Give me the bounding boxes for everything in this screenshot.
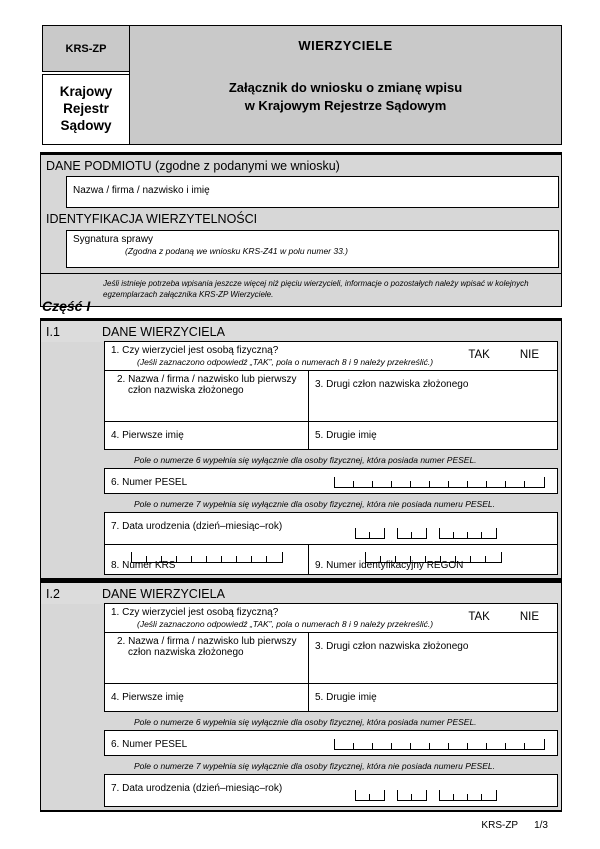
- comb-cell: [468, 481, 487, 488]
- pesel-comb-input[interactable]: [334, 739, 545, 750]
- field-i1-regon-number-label: 9. Numer identyfikacyjny REGON: [315, 560, 464, 571]
- creditor-section-i1: [40, 318, 562, 580]
- comb-cell: [252, 556, 267, 563]
- header-left-column: [42, 25, 130, 145]
- field-i2-birthdate-label: 7. Data urodzenia (dzień–miesiąc–rok): [111, 783, 283, 794]
- comb-cell: [207, 556, 222, 563]
- comb-cell: [392, 743, 411, 750]
- field-case-signature-note: (Zgodna z podaną we wniosku KRS-Z41 w polu numer 33.): [125, 246, 349, 256]
- field-i1-second-name-label: 5. Drugie imię: [315, 430, 377, 441]
- comb-cell: [411, 481, 430, 488]
- comb-cell: [486, 556, 501, 563]
- field-i1-birthdate-label: 7. Data urodzenia (dzień–miesiąc–rok): [111, 521, 283, 532]
- field-i2-name-first-part-label: 2. Nazwa / firma / nazwisko lub pierwszy człon nazwiska złożonego: [117, 636, 297, 658]
- comb-cell: [430, 481, 449, 488]
- comb-cell: [525, 481, 544, 488]
- field-i2-pesel-label: 6. Numer PESEL: [111, 739, 188, 750]
- field-i1-birthdate[interactable]: [104, 512, 558, 545]
- field-case-signature-label: Sygnatura sprawy: [73, 234, 154, 245]
- comb-cell: [411, 743, 430, 750]
- field-i1-q1-label: 1. Czy wierzyciel jest osobą fizyczną?: [111, 345, 279, 356]
- comb-cell: [449, 743, 468, 750]
- field-i1-natural-person[interactable]: [104, 341, 558, 371]
- claim-identification-title: IDENTYFIKACJA WIERZYTELNOŚCI: [46, 212, 258, 226]
- field-i2-name-second-part[interactable]: [309, 633, 557, 683]
- field-i2-q1-label: 1. Czy wierzyciel jest osobą fizyczną?: [111, 607, 279, 618]
- field-subject-name[interactable]: [66, 176, 559, 208]
- field-i2-row-4-5: [104, 683, 558, 712]
- field-i2-pesel[interactable]: [104, 730, 558, 756]
- pesel-comb-input[interactable]: [334, 477, 545, 488]
- field-i1-row-4-5: [104, 421, 558, 450]
- comb-cell: [392, 481, 411, 488]
- form-title: WIERZYCIELE: [298, 38, 393, 53]
- comb-cell: [412, 532, 426, 539]
- subject-data-title: DANE PODMIOTU (zgodne z podanymi we wniosku): [46, 159, 340, 173]
- comb-cell: [177, 556, 192, 563]
- field-i2-second-name-label: 5. Drugie imię: [315, 692, 377, 703]
- field-i2-row-2-3: [104, 632, 558, 684]
- comb-cell: [373, 743, 392, 750]
- comb-cell: [370, 532, 384, 539]
- field-i2-name-second-part-label: 3. Drugi człon nazwiska złożonego: [315, 641, 469, 652]
- comb-cell: [356, 532, 370, 539]
- birthdate-year-comb-input[interactable]: [439, 790, 497, 801]
- comb-cell: [449, 481, 468, 488]
- field-i1-krs-number[interactable]: [105, 545, 309, 574]
- field-i1-name-first-part-label: 2. Nazwa / firma / nazwisko lub pierwszy człon nazwiska złożonego: [117, 374, 297, 396]
- comb-cell: [468, 532, 482, 539]
- section-i2-title-row: [41, 583, 561, 604]
- field-i1-name-first-part[interactable]: [105, 371, 309, 421]
- birthdate-day-comb-input[interactable]: [355, 790, 385, 801]
- footer-form-code: KRS-ZP: [481, 820, 519, 831]
- section-i1-body: [41, 341, 561, 578]
- field-i1-option-no[interactable]: NIE: [519, 349, 539, 361]
- comb-cell: [487, 743, 506, 750]
- part-heading-label: Część I: [42, 298, 91, 314]
- comb-cell: [356, 794, 370, 801]
- instruction-note: Jeśli istnieje potrzeba wpisania jeszcze więcej niż pięciu wierzycieli, informacje o pozostałych należy wpisać w kolejnych egzemplarzach załącznika KRS-ZP Wierzyciele.: [41, 273, 561, 306]
- comb-cell: [468, 794, 482, 801]
- comb-cell: [398, 532, 412, 539]
- field-i1-name-second-part[interactable]: [309, 371, 557, 421]
- comb-cell: [237, 556, 252, 563]
- field-i2-second-name[interactable]: [309, 684, 557, 711]
- comb-cell: [222, 556, 237, 563]
- comb-cell: [440, 532, 454, 539]
- page-footer: [481, 820, 548, 831]
- birthdate-month-comb-input[interactable]: [397, 790, 427, 801]
- field-i1-option-yes[interactable]: TAK: [468, 349, 490, 361]
- section-i1-number: I.1: [46, 325, 60, 339]
- section-i2-body: [41, 603, 561, 810]
- form-code-box: KRS-ZP: [42, 25, 130, 72]
- birthdate-comb-group: [355, 528, 497, 539]
- comb-cell: [482, 794, 496, 801]
- note-i1-birthdate: Pole o numerze 7 wypełnia się wyłącznie dla osoby fizycznej, która nie posiada numeru PESEL.: [134, 499, 495, 509]
- field-i1-first-name-label: 4. Pierwsze imię: [111, 430, 184, 441]
- form-subtitle-line2: w Krajowym Rejestrze Sądowym: [244, 97, 447, 113]
- field-i1-row-2-3: [104, 370, 558, 422]
- field-i2-q1-note: (Jeśli zaznaczono odpowiedź „TAK”, pola o numerach 8 i 9 należy przekreślić.): [137, 619, 434, 629]
- comb-cell: [354, 743, 373, 750]
- comb-cell: [487, 481, 506, 488]
- field-i2-yes-no: [468, 607, 557, 632]
- comb-cell: [482, 532, 496, 539]
- field-i1-name-second-part-label: 3. Drugi człon nazwiska złożonego: [315, 379, 469, 390]
- comb-cell: [471, 556, 486, 563]
- field-i1-pesel[interactable]: [104, 468, 558, 494]
- comb-cell: [440, 794, 454, 801]
- field-i1-regon-number[interactable]: [309, 545, 557, 574]
- note-i2-birthdate: Pole o numerze 7 wypełnia się wyłącznie dla osoby fizycznej, która nie posiada numeru PESEL.: [134, 761, 495, 771]
- comb-cell: [354, 481, 373, 488]
- comb-cell: [468, 743, 487, 750]
- field-i2-first-name[interactable]: [105, 684, 309, 711]
- comb-cell: [454, 532, 468, 539]
- comb-cell: [412, 794, 426, 801]
- field-i1-q1-note: (Jeśli zaznaczono odpowiedź „TAK”, pola o numerach 8 i 9 należy przekreślić.): [137, 357, 434, 367]
- form-subtitle: [229, 79, 462, 114]
- comb-cell: [398, 794, 412, 801]
- comb-cell: [454, 794, 468, 801]
- field-i1-pesel-label: 6. Numer PESEL: [111, 477, 188, 488]
- field-i1-yes-no: [468, 345, 557, 370]
- comb-cell: [335, 481, 354, 488]
- header-title-box: [129, 25, 562, 145]
- comb-cell: [335, 743, 354, 750]
- field-i2-natural-person[interactable]: [104, 603, 558, 633]
- comb-cell: [506, 481, 525, 488]
- field-i1-second-name[interactable]: [309, 422, 557, 449]
- comb-cell: [506, 743, 525, 750]
- footer-page-number: 1/3: [534, 820, 548, 831]
- field-subject-name-label: Nazwa / firma / nazwisko i imię: [73, 185, 210, 196]
- note-i1-pesel: Pole o numerze 6 wypełnia się wyłącznie dla osoby fizycznej, która posiada numer PESEL.: [134, 455, 477, 465]
- creditor-section-i2: [40, 580, 562, 812]
- field-i2-option-yes[interactable]: TAK: [468, 611, 490, 623]
- field-i2-q1-labels: [111, 607, 433, 632]
- birthdate-month-comb-input[interactable]: [397, 528, 427, 539]
- form-subtitle-line1: Załącznik do wniosku o zmianę wpisu: [228, 80, 463, 95]
- field-i2-option-no[interactable]: NIE: [519, 611, 539, 623]
- field-i1-row-8-9: [104, 544, 558, 575]
- field-i1-first-name[interactable]: [105, 422, 309, 449]
- comb-cell: [430, 743, 449, 750]
- field-case-signature[interactable]: [66, 230, 559, 268]
- field-i2-name-first-part[interactable]: [105, 633, 309, 683]
- birthdate-year-comb-input[interactable]: [439, 528, 497, 539]
- section-i1-title: DANE WIERZYCIELA: [102, 325, 225, 339]
- comb-cell: [373, 481, 392, 488]
- section-i2-title: DANE WIERZYCIELA: [102, 587, 225, 601]
- field-i2-birthdate[interactable]: [104, 774, 558, 807]
- field-i1-q1-labels: [111, 345, 433, 370]
- section-i1-title-row: [41, 321, 561, 342]
- comb-cell: [525, 743, 544, 750]
- form-header: [42, 25, 562, 145]
- comb-cell: [192, 556, 207, 563]
- field-i2-first-name-label: 4. Pierwsze imię: [111, 692, 184, 703]
- section-i2-number: I.2: [46, 587, 60, 601]
- comb-cell: [267, 556, 282, 563]
- birthdate-day-comb-input[interactable]: [355, 528, 385, 539]
- note-i2-pesel: Pole o numerze 6 wypełnia się wyłącznie dla osoby fizycznej, która posiada numer PESEL.: [134, 717, 477, 727]
- subject-data-block: [40, 152, 562, 307]
- birthdate-comb-group: [355, 790, 497, 801]
- registry-name-box: Krajowy Rejestr Sądowy: [42, 74, 130, 145]
- comb-cell: [370, 794, 384, 801]
- field-i1-krs-number-label: 8. Numer KRS: [111, 560, 176, 571]
